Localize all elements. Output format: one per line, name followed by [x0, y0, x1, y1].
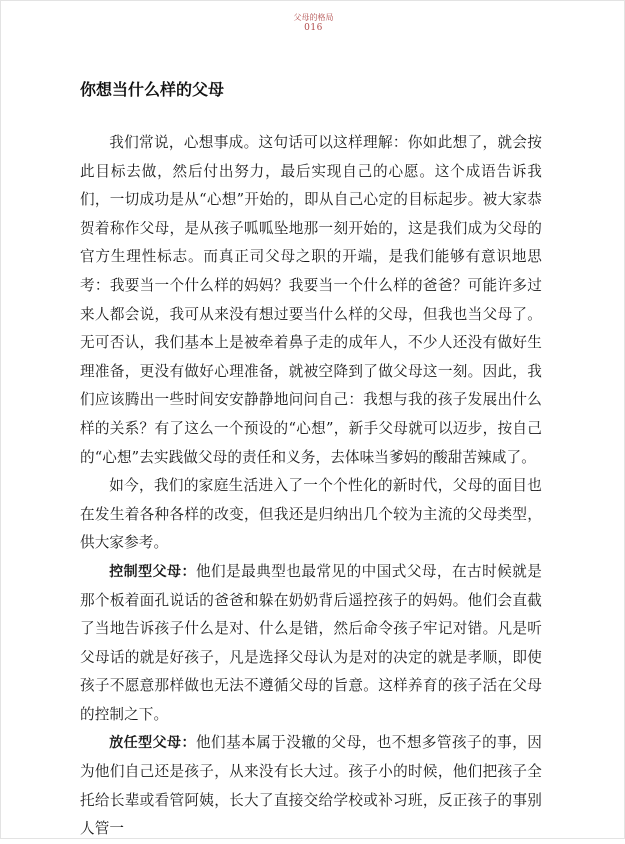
paragraph [80, 129, 542, 472]
body-text [80, 129, 542, 844]
parent-type-term: 控制型父母： [109, 563, 196, 580]
book-title: 父母的格局 [293, 13, 334, 22]
paragraph-text: 他们基本属于没辙的父母，也不想多管孩子的事，因为他们自己还是孩子，从来没有长大过。孩子小的时候，他们把孩子全托给长辈或看管阿姨，长大了直接交给学校或补习班，反正孩子的事别人管一 [80, 734, 542, 838]
paragraph [80, 472, 542, 558]
parent-type-term: 放任型父母： [109, 735, 196, 752]
paragraph-text: 他们是最典型也最常见的中国式父母，在古时候就是那个板着面孔说话的爸爸和躲在奶奶背后遥控孩子的妈妈。他们会直截了当地告诉孩子什么是对、什么是错，然后命令孩子牢记对错。凡是听父母话的就是好孩子，凡是选择父母认为是对的决定的就是孝顺，即使孩子不愿意那样做也无法不遵循父母的旨意。这样养育的孩子活在父母的控制之下。 [80, 562, 542, 723]
page-number: 016 [304, 23, 323, 33]
paragraph-text: 我们常说，心想事成。这句话可以这样理解：你如此想了，就会按此目标去做，然后付出努力，最后实现自己的心愿。这个成语告诉我们，一切成功是从“心想”开始的，即从自己心定的目标起步。被大家恭贺着称作父母，是从孩子呱呱坠地那一刻开始的，这是我们成为父母的官方生理性标志。而真正司父母之职的开端，是我们能够有意识地思考：我要当一个什么样的妈妈？我要当一个什么样的爸爸？可能许多过来人都会说，我可从来没有想过要当什么样的父母，但我也当父母了。无可否认，我们基本上是被牵着鼻子走的成年人，不少人还没有做好生理准备，更没有做好心理准备，就被空降到了做父母这一刻。因此，我们应该腾出一些时间安安静静地问问自己：我想与我的孩子发展出什么样的关系？有了这么一个预设的“心想”，新手父母就可以迈步，按自己的“心想”去实践做父母的责任和义务，去体味当爹妈的酸甜苦辣咸了。 [80, 134, 542, 466]
paragraph [80, 558, 542, 730]
running-header [1, 12, 625, 34]
paragraph [80, 729, 542, 843]
section-title: 你想当什么样的父母 [80, 80, 225, 99]
paragraph-text: 如今，我们的家庭生活进入了一个个性化的新时代，父母的面目也在发生着各种各样的改变，但我还是归纳出几个较为主流的父母类型，供大家参考。 [80, 477, 542, 552]
